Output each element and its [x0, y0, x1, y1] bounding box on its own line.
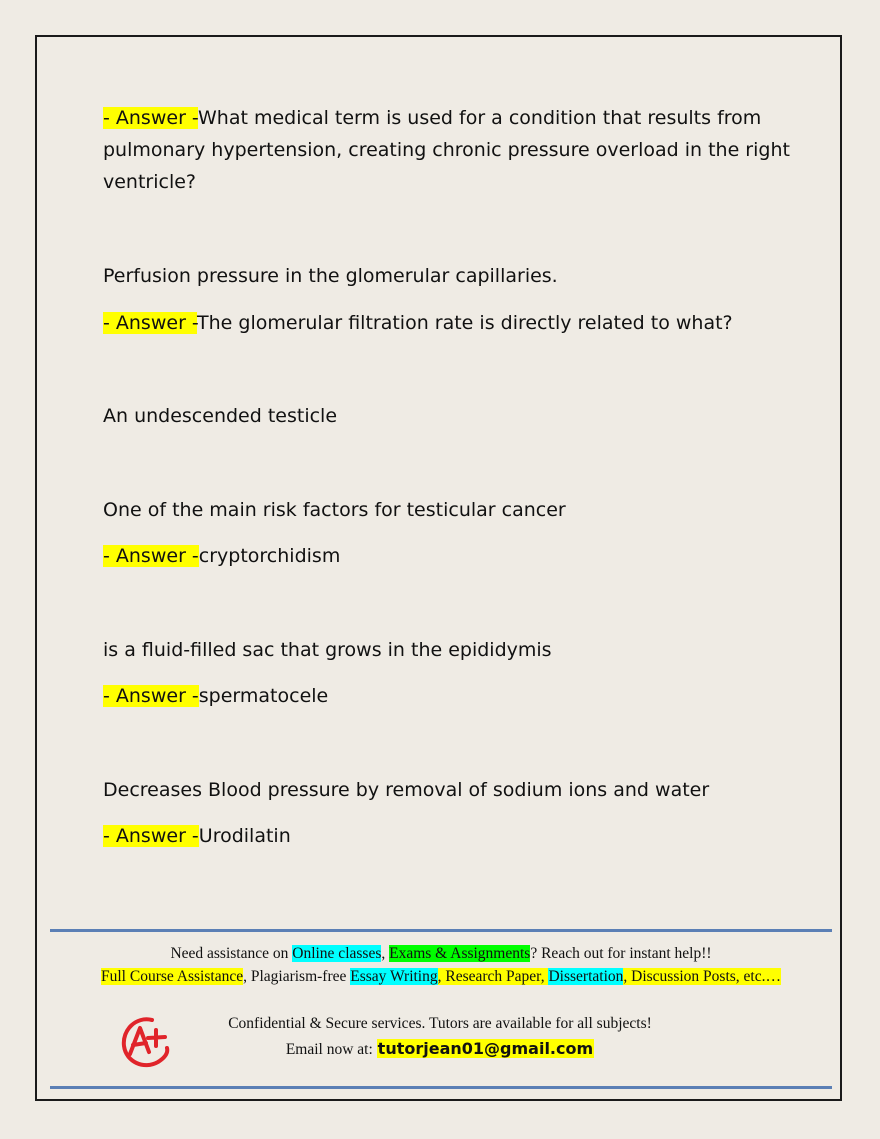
qa-item [103, 494, 793, 526]
qa-text: An undescended testicle [103, 405, 338, 427]
footer-top-rule [50, 929, 832, 932]
qa-item [103, 400, 793, 432]
qa-item [103, 820, 793, 852]
a-plus-grade-icon [118, 1012, 172, 1070]
qa-text: cryptorchidism [198, 545, 341, 567]
footer-services-line [50, 968, 832, 986]
qa-item [103, 102, 793, 198]
footer-confidential-line: Confidential & Secure services. Tutors are available for all subjects! [228, 1015, 652, 1032]
qa-text: Decreases Blood pressure by removal of sodium ions and water [103, 779, 710, 801]
qa-item [103, 774, 793, 806]
footer-bottom-rule [50, 1086, 832, 1089]
answer-label: - Answer - [103, 107, 198, 129]
qa-text: is a fluid-filled sac that grows in the epididymis [103, 639, 552, 661]
qa-item [103, 260, 793, 292]
answer-label: - Answer - [103, 312, 198, 334]
full-course-highlight: Full Course Assistance [101, 968, 244, 985]
email-label: Email now at: [285, 1041, 377, 1058]
research-paper-highlight: Research Paper, [445, 968, 549, 985]
footer-assistance-line [50, 945, 832, 963]
footer-text: ? Reach out for instant help!! [530, 945, 712, 962]
answer-label: - Answer - [103, 685, 199, 707]
qa-item [103, 680, 793, 712]
footer-text: , Plagiarism-free [243, 968, 351, 985]
qa-text: One of the main risk factors for testicular cancer [103, 499, 566, 521]
qa-text: Perfusion pressure in the glomerular capillaries. [103, 265, 558, 287]
dissertation-highlight: Dissertation [548, 968, 624, 985]
qa-item [103, 634, 793, 666]
qa-text: What medical term is used for a condition that results from pulmonary hypertension, creating chronic pressure overload in the right ventricle? [103, 107, 790, 193]
email-address-link[interactable]: tutorjean01@gmail.com [377, 1039, 594, 1058]
answer-label: - Answer - [103, 545, 199, 567]
footer-text: , [437, 968, 446, 985]
footer-text: , [381, 945, 390, 962]
qa-item [103, 307, 793, 339]
qa-item [103, 540, 793, 572]
exams-assignments-highlight: Exams & Assignments [389, 945, 531, 962]
qa-text: Urodilatin [198, 825, 291, 847]
footer-email-line [190, 1039, 690, 1059]
qa-text: spermatocele [198, 685, 329, 707]
essay-writing-highlight: Essay Writing [350, 968, 438, 985]
answer-label: - Answer - [103, 825, 199, 847]
qa-text: The glomerular filtration rate is directly related to what? [197, 312, 733, 334]
footer-text: Need assistance on [170, 945, 293, 962]
discussion-posts-highlight: , Discussion Posts, etc.… [623, 968, 781, 985]
online-classes-highlight: Online classes [292, 945, 382, 962]
